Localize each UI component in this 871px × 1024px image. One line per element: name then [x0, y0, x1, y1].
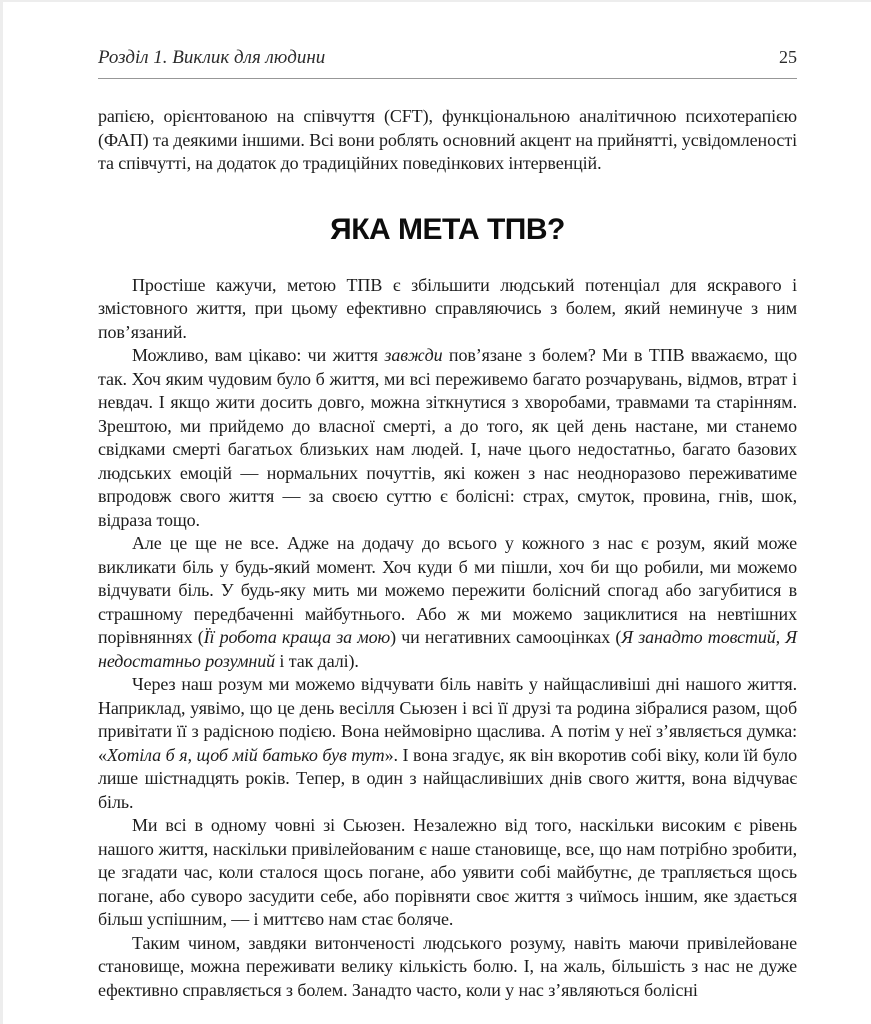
paragraph: [98, 673, 797, 814]
paragraph: [98, 532, 797, 673]
text-segment: Але це ще не все. Адже на додачу до всього у кожного з нас є розум, який може викликати біль у будь-який момент. Хоч куди б ми пішли, хоч би що робили, ми можемо відчувати біль. У будь-яку мить ми можемо пережити болісний спогад або загубитися в страшному передбаченні майбутнього. Або ж ми можемо зациклитися на невтішних порівняннях (: [98, 533, 797, 647]
paragraph: [98, 274, 797, 345]
paragraph: [98, 932, 797, 1003]
text-segment: Через наш розум ми можемо відчувати біль навіть у найщасливіші дні нашого життя. Наприклад, уявімо, що це день весілля Сьюзен і всі її друзі та родина зібралися разом, щоб привітати її з радісною подією. Вона неймовірно щаслива. А потім у неї з’являється думка: «: [98, 674, 797, 765]
text-segment: рапією, орієнтованою на співчуття (CFT), функціональною аналітичною психотерапією (ФАП) та деякими іншими. Всі вони роблять основний акцент на прийнятті, усвідомленості та співчутті, на додаток до традиційних поведінкових інтервенцій.: [98, 106, 797, 173]
text-segment: Простіше кажучи, метою ТПВ є збільшити людський потенціал для яскравого і змістовного життя, при цьому ефективно справляючись з болем, який неминуче з ним пов’язаний.: [98, 274, 797, 342]
running-header: [98, 46, 797, 79]
paragraph: [98, 814, 797, 932]
section-heading: ЯКА МЕТА ТПВ?: [330, 212, 565, 246]
text-segment: Можливо, вам цікаво: чи життя: [132, 345, 385, 365]
italic-text-segment: завжди: [384, 345, 443, 365]
italic-text-segment: Її робота краща за мою: [203, 627, 391, 647]
italic-text-segment: Хотіла б я, щоб мій батько був тут: [106, 744, 385, 765]
paragraph: [98, 344, 797, 532]
text-segment: Ми всі в одному човні зі Сьюзен. Незалежно від того, наскільки високим є рівень нашого життя, наскільки привілейованим є наше становище, все, що нам потрібно зробити, це згадати час, коли сталося щось погане, або уявити собі майбутнє, де трапляється щось погане, або суворо засудити себе, або порівняти своє життя з чиїмось іншим, яке здається більш успішним, — і миттєво нам стає боляче.: [98, 815, 797, 929]
running-title: Розділ 1. Виклик для людини: [98, 47, 326, 68]
text-segment: і так далі).: [275, 650, 359, 671]
italic-text-segment: Я занадто товстий, Я недостатньо розумний: [98, 627, 798, 671]
text-segment: ) чи негативних самооцінках (: [390, 627, 622, 647]
text-segment: ». І вона згадує, як він вкоротив собі віку, коли їй було лише шістнадцять років. Тепер, в один з найщасливіших днів свого життя, вона відчуває біль.: [98, 744, 797, 812]
text-segment: Таким чином, завдяки витонченості людського розуму, навіть маючи привілейоване становище, можна переживати велику кількість болю. І, на жаль, більшість з нас не дуже ефективно справляється з болем. Занадто часто, коли у нас з’являються болісні: [98, 932, 797, 1000]
body-paragraphs: [98, 274, 797, 1003]
lead-paragraph: [98, 105, 797, 176]
text-segment: пов’язане з болем? Ми в ТПВ вважаємо, що так. Хоч яким чудовим було б життя, ми всі переживемо багато розчарувань, відмов, втрат і невдач. І якщо жити досить довго, можна зіткнутися з хворобами, травмами та старінням. Зрештою, ми прийдемо до власної смерті, а до того, як цей день настане, ми станемо свідками смерті багатьох близьких нам людей. І, наче цього недостатньо, багато базових людських емоцій — нормальних почуттів, які кожен з нас неодноразово переживатиме впродовж свого життя — за своєю суттю є болісні: страх, смуток, провина, гнів, шок, відраза тощо.: [98, 345, 798, 530]
page-number: 25: [779, 47, 797, 67]
